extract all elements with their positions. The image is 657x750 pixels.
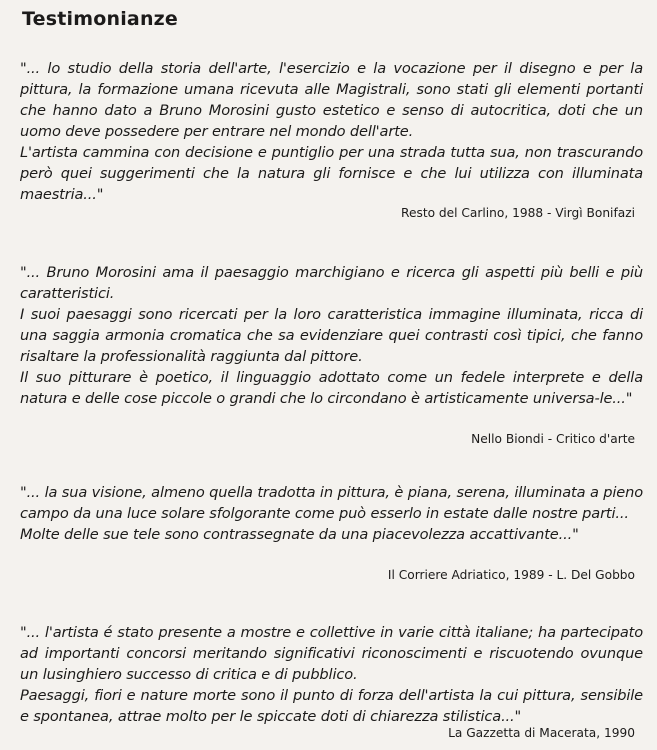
- testimonial-quote-3: [20, 482, 643, 545]
- quote-paragraph: L'artista cammina con decisione e puntiglio per una strada tutta sua, non trascurando però quei suggerimenti che la natura gli fornisce e che lui utilizza con illuminata maestria...": [20, 144, 643, 203]
- quote-paragraph: "... l'artista é stato presente a mostre e collettive in varie città italiane; ha partecipato ad importanti concorsi meritando significativi riconoscimenti e riscuotendo ovunque un lusinghiero successo di critica e di pubblico.: [20, 624, 643, 683]
- quote-paragraph: Molte delle sue tele sono contrassegnate da una piacevolezza accattivante...": [20, 526, 579, 543]
- testimonial-quote-4: [20, 622, 643, 727]
- testimonial-source-2: Nello Biondi - Critico d'arte: [471, 432, 635, 446]
- quote-paragraph: "... la sua visione, almeno quella tradotta in pittura, è piana, serena, illuminata a pieno campo da una luce solare sfolgorante come può esserlo in estate dalle nostre parti...: [20, 484, 643, 522]
- testimonial-quote-1: [20, 58, 643, 205]
- quote-paragraph: Il suo pitturare è poetico, il linguaggio adottato come un fedele interprete e della natura e delle cose piccole o grandi che lo circondano è artisticamente universa-le...": [20, 369, 643, 407]
- quote-paragraph: I suoi paesaggi sono ricercati per la loro caratteristica immagine illuminata, ricca di una saggia armonia cromatica che sa evidenziare quei contrasti così tipici, che fanno risaltare la professionalità raggiunta dal pittore.: [20, 306, 643, 365]
- testimonial-source-3: Il Corriere Adriatico, 1989 - L. Del Gobbo: [387, 568, 635, 582]
- page-title: Testimonianze: [22, 8, 179, 30]
- testimonial-quote-2: [20, 262, 643, 409]
- testimonial-source-4: La Gazzetta di Macerata, 1990: [448, 726, 635, 740]
- quote-paragraph: "... Bruno Morosini ama il paesaggio marchigiano e ricerca gli aspetti più belli e più caratteristici.: [20, 264, 643, 302]
- quote-paragraph: Paesaggi, fiori e nature morte sono il punto di forza dell'artista la cui pittura, sensibile e spontanea, attrae molto per le spiccate doti di chiarezza stilistica...": [20, 687, 643, 725]
- quote-paragraph: "... lo studio della storia dell'arte, l'esercizio e la vocazione per il disegno e per la pittura, la formazione umana ricevuta alle Magistrali, sono stati gli elementi portanti che hanno dato a Bruno Morosini gusto estetico e senso di autocritica, doti che un uomo deve possedere per entrare nel mondo dell'arte.: [20, 60, 643, 140]
- testimonial-source-1: Resto del Carlino, 1988 - Virgì Bonifazi: [401, 206, 635, 220]
